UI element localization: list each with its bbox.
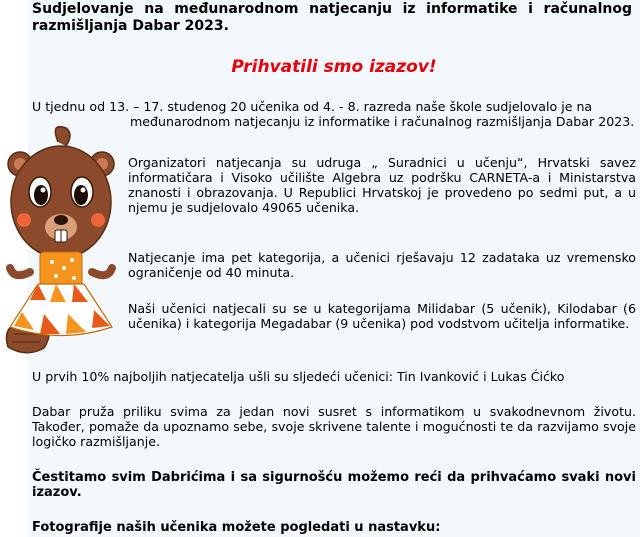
beaver-mascot-icon [0, 122, 128, 362]
paragraph-intro-line1: U tjednu od 13. – 17. studenog 20 učenika od 4. - 8. razreda naše škole sudjelovalo je na [32, 99, 593, 114]
paragraph-congratulations: Čestitamo svim Dabrićima i sa sigurnošću možemo reći da prihvaćamo svaki novi izazov. [32, 470, 636, 500]
paragraph-categories: Natjecanje ima pet kategorija, a učenici rješavaju 12 zadataka uz vremensko ograničenje od 40 minuta. [128, 250, 636, 280]
paragraph-benefits: Dabar pruža priliku svima za jedan novi susret s informatikom u svakodnevnom životu. Također, pomaže da upoznamo sebe, svoje skrivene talente i mogućnosti te da razvijamo svoje logičko razmišljanje. [32, 404, 636, 449]
article-subtitle: Prihvatili smo izazov! [231, 57, 437, 77]
paragraph-photos: Fotografije naših učenika možete pogledati u nastavku: [32, 520, 441, 535]
paragraph-organizers: Organizatori natjecanja su udruga „ Suradnici u učenju“, Hrvatski savez informatičara i Visoko učilište Algebra uz podršku CARNETA-a i Ministarstva znanosti i obrazovanja. U Republici Hrvatskoj je provedeno po sedmi put, a u njemu je sudjelovalo 49065 učenika. [128, 155, 636, 215]
paragraph-intro-rest: međunarodnom natjecanju iz informatike i računalnog razmišljanja Dabar 2023. [130, 114, 635, 129]
paragraph-participants: Naši učenici natjecali su se u kategorijama Milidabar (5 učenik), Kilodabar (6 učenika) i kategorija Megadabar (9 učenika) pod vodstvom učitelja informatike. [128, 301, 636, 331]
paragraph-top-ten: U prvih 10% najboljih natjecatelja ušli su sljedeći učenici: Tin Ivanković i Lukas Ćićko [32, 369, 565, 384]
article-title: Sudjelovanje na međunarodnom natjecanju iz informatike i računalnog razmišljanja Dabar 2023. [32, 1, 632, 34]
